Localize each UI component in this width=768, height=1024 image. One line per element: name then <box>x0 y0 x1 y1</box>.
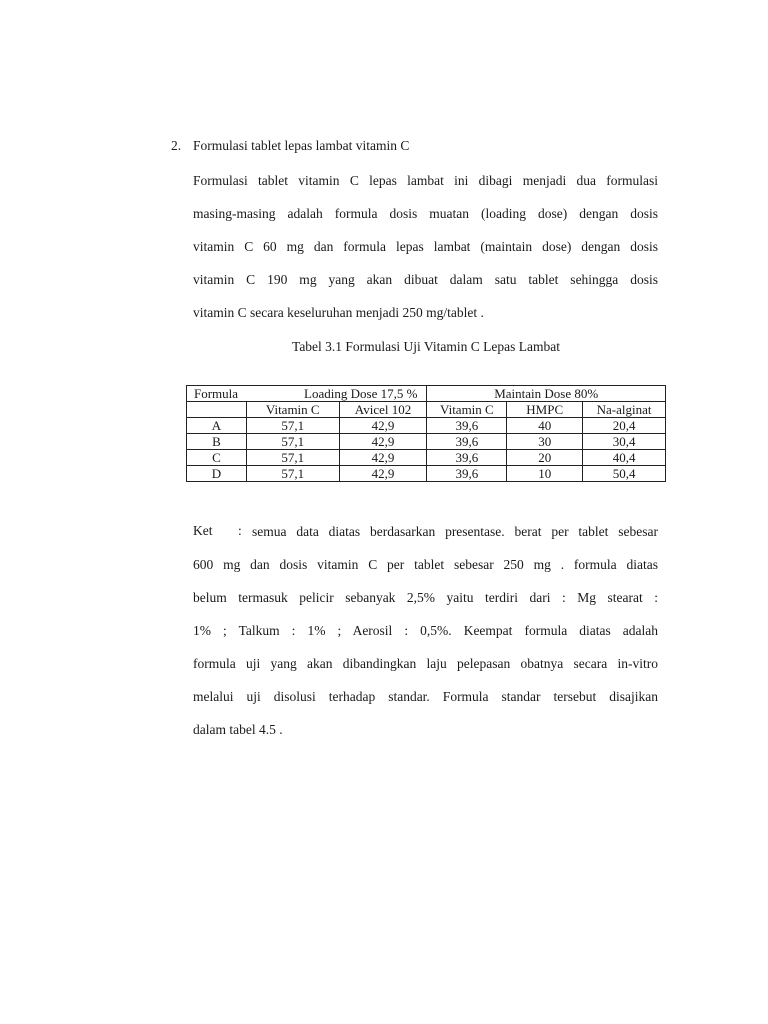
intro-line: vitamin C secara keseluruhan menjadi 250 mg/tablet . <box>193 305 484 320</box>
subheader-empty <box>187 402 247 418</box>
subheader-cell: Vitamin C <box>246 402 339 418</box>
section-number: 2. <box>171 138 182 153</box>
subheader-cell: Na-alginat <box>583 402 666 418</box>
table-caption: Tabel 3.1 Formulasi Uji Vitamin C Lepas Lambat <box>292 339 560 354</box>
table-header-row <box>187 386 666 402</box>
table-cell: 10 <box>507 466 583 482</box>
intro-paragraph <box>193 164 658 329</box>
ket-colon: : <box>238 523 242 538</box>
intro-line: vitamin C 190 mg yang akan dibuat dalam satu tablet sehingga dosis <box>193 272 658 287</box>
formula-table <box>186 385 666 482</box>
table-cell: B <box>187 434 247 450</box>
ket-line: semua data diatas berdasarkan presentase. berat per tablet sebesar <box>252 524 658 539</box>
header-maintain-dose: Maintain Dose 80% <box>427 386 666 402</box>
ket-line: melalui uji disolusi terhadap standar. Formula standar tersebut disajikan <box>193 689 658 704</box>
table-cell: 57,1 <box>246 450 339 466</box>
table-cell: 39,6 <box>427 434 507 450</box>
ket-label: Ket <box>193 523 213 538</box>
table-cell: 50,4 <box>583 466 666 482</box>
header-loading-dose: Loading Dose 17,5 % <box>304 386 418 401</box>
table-cell: D <box>187 466 247 482</box>
subheader-cell: HMPC <box>507 402 583 418</box>
table-cell: 57,1 <box>246 466 339 482</box>
ket-line: dalam tabel 4.5 . <box>193 722 283 737</box>
table-cell: 39,6 <box>427 450 507 466</box>
table-row <box>187 434 666 450</box>
table-cell: 42,9 <box>339 466 427 482</box>
table-subheader-row <box>187 402 666 418</box>
intro-line: vitamin C 60 mg dan formula lepas lambat (maintain dose) dengan dosis <box>193 239 658 254</box>
table-cell: 30 <box>507 434 583 450</box>
table-cell: 40 <box>507 418 583 434</box>
ket-line: 1% ; Talkum : 1% ; Aerosil : 0,5%. Keempat formula diatas adalah <box>193 623 658 638</box>
table-cell: 20 <box>507 450 583 466</box>
table-cell: C <box>187 450 247 466</box>
ket-line: belum termasuk pelicir sebanyak 2,5% yaitu terdiri dari : Mg stearat : <box>193 590 658 605</box>
table-cell: 57,1 <box>246 434 339 450</box>
table-cell: 42,9 <box>339 450 427 466</box>
table-cell: 20,4 <box>583 418 666 434</box>
header-formula: Formula <box>194 386 239 401</box>
subheader-cell: Avicel 102 <box>339 402 427 418</box>
section-title: Formulasi tablet lepas lambat vitamin C <box>193 138 410 153</box>
subheader-cell: Vitamin C <box>427 402 507 418</box>
ket-line: 600 mg dan dosis vitamin C per tablet sebesar 250 mg . formula diatas <box>193 557 658 572</box>
ket-paragraph <box>193 548 658 746</box>
table-cell: 42,9 <box>339 418 427 434</box>
table-cell: 39,6 <box>427 418 507 434</box>
table-cell: A <box>187 418 247 434</box>
table-cell: 39,6 <box>427 466 507 482</box>
intro-line: masing-masing adalah formula dosis muatan (loading dose) dengan dosis <box>193 206 658 221</box>
table-cell: 57,1 <box>246 418 339 434</box>
intro-line: Formulasi tablet vitamin C lepas lambat ini dibagi menjadi dua formulasi <box>193 173 658 188</box>
table-cell: 42,9 <box>339 434 427 450</box>
table-row <box>187 450 666 466</box>
table-cell: 30,4 <box>583 434 666 450</box>
table-cell: 40,4 <box>583 450 666 466</box>
ket-line: formula uji yang akan dibandingkan laju pelepasan obatnya secara in-vitro <box>193 656 658 671</box>
table-row <box>187 418 666 434</box>
table-row <box>187 466 666 482</box>
ket-first-line-block <box>252 515 658 548</box>
header-cell-loading <box>187 386 427 402</box>
